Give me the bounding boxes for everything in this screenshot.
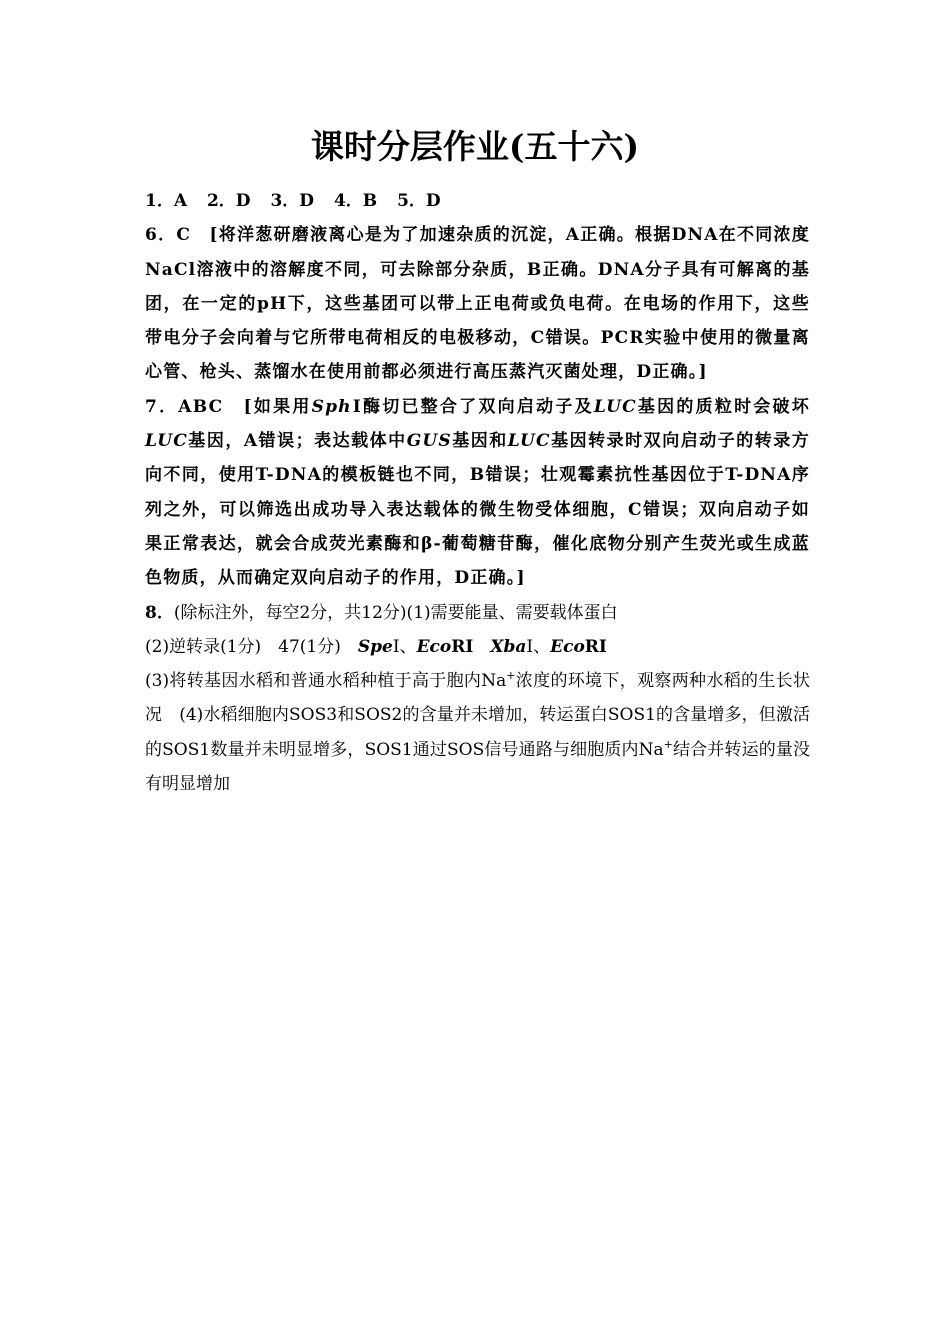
answer-8-part-3b: 浓度的环境下，观察两种水稻的生长状况 (4)水稻细胞内SOS3和SOS2的含量并未增加，转运蛋白SOS1的含量增多，但激活的SOS1数量并未明显增多，SOS1通过SOS信号通路与细胞质内Na (145, 671, 811, 760)
numeral-2: Ⅰ、 (526, 636, 551, 657)
gene-gus: GUS (406, 431, 452, 452)
enzyme-r-1: RⅠ (451, 636, 491, 657)
answer-5: 5．D (397, 191, 441, 211)
answer-7-text-5: 基因和 (451, 431, 508, 452)
answer-1: 1．A (145, 191, 188, 211)
answer-8-part-3a: (3)将转基因水稻和普通水稻种植于高于胞内Na (145, 671, 507, 692)
enzyme-r-2: RⅠ (584, 636, 607, 657)
answer-7-text-3: 基因的质粒时会破坏 (636, 396, 810, 417)
answer-7-text-6: 基因转录时双向启动子的转录方向不同，使用T-DNA的模板链也不同，B错误；壮观霉素抗性基因位于T-DNA序列之外，可以筛选出成功导入表达载体的微生物受体细胞，C错误；双向启动子如果正常表达，就会合成荧光素酶和β-葡萄糖苷酶，催化底物分别产生荧光或生成蓝色物质，从而确定双向启动子的作用，D正确。] (145, 431, 810, 589)
answer-7-label: 7．ABC (145, 396, 224, 417)
answers-1-5 (145, 184, 810, 218)
gene-luc-3: LUC (507, 431, 551, 452)
page-title: 课时分层作业(五十六) (310, 127, 640, 166)
answer-2: 2．D (206, 191, 251, 211)
gene-luc-2: LUC (145, 431, 188, 452)
gene-sph: Sph (311, 396, 352, 417)
answer-8-part-1: (除标注外，每空2分，共12分)(1)需要能量、需要载体蛋白 (173, 602, 618, 623)
answer-6-label: 6．C (145, 225, 192, 246)
answer-8-line-1 (145, 596, 810, 630)
answer-7-text-4: 基因，A错误；表达载体中 (187, 431, 407, 452)
superscript-plus-2: + (663, 737, 673, 751)
answer-8-part-3c: 结合并转运的量没有明显增加 (145, 739, 811, 795)
enzyme-eco-1: Eco (416, 636, 452, 657)
answer-8-line-3 (145, 664, 810, 801)
gene-luc-1: LUC (593, 396, 637, 417)
answer-3: 3．D (270, 191, 315, 211)
answer-7-text-1: [如果用 (243, 396, 312, 417)
enzyme-spe: Spe (357, 636, 393, 657)
answer-content (145, 184, 810, 801)
enzyme-eco-2: Eco (550, 636, 585, 657)
answer-4: 4．B (333, 191, 378, 211)
enzyme-xba: Xba (490, 636, 527, 657)
answer-6 (145, 218, 810, 389)
answer-8-label: 8． (145, 602, 174, 623)
numeral-1: Ⅰ、 (392, 636, 417, 657)
answer-8-line-2 (145, 630, 810, 664)
superscript-plus-1: + (506, 669, 516, 683)
answer-7 (145, 390, 810, 596)
answer-7-text-2: Ⅰ酶切已整合了双向启动子及 (351, 396, 594, 417)
answer-8-part-2: (2)逆转录(1分) 47(1分) (145, 636, 358, 657)
answer-6-explanation: [将洋葱研磨液离心是为了加速杂质的沉淀，A正确。根据DNA在不同浓度NaCl溶液中的溶解度不同，可去除部分杂质，B正确。DNA分子具有可解离的基团，在一定的pH下，这些基团可以带上正电荷或负电荷。在电场的作用下，这些带电分子会向着与它所带电荷相反的电极移动，C错误。PCR实验中使用的微量离心管、枪头、蒸馏水在使用前都必须进行高压蒸汽灭菌处理，D正确。] (145, 225, 810, 383)
